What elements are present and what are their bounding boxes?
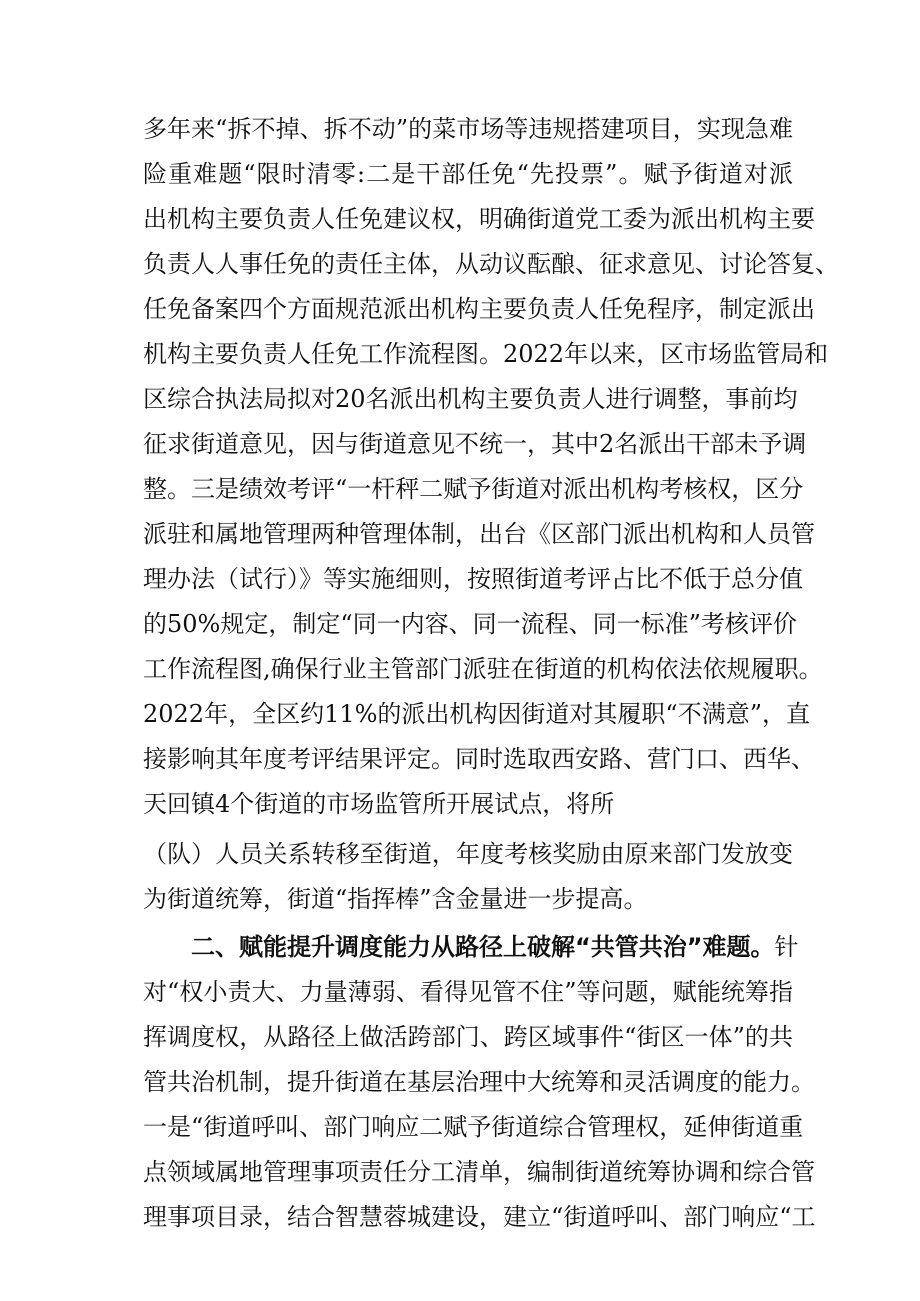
body-text-line: 理事项目录，结合智慧蓉城建设，建立“街道呼叫、部门响应“工 [143, 1203, 816, 1231]
body-text-line: 为街道统筹，街道“指挥棒”含金量进一步提高。 [143, 885, 648, 913]
body-text-line: 对“权小责大、力量薄弱、看得见管不住”等问题，赋能统筹指 [143, 978, 793, 1006]
body-text-line: 区综合执法局拟对20名派出机构主要负责人进行调整，事前均 [143, 385, 798, 413]
body-text-line: 接影响其年度考评结果评定。同时选取西安路、营门口、西华、 [143, 745, 815, 773]
body-text-line: 管共治机制，提升街道在基层治理中大统筹和灵活调度的能力。 [143, 1068, 815, 1096]
section-heading-tail: 针 [774, 933, 799, 961]
body-text-line: 的50%规定，制定“同一内容、同一流程、同一标准”考核评价 [143, 610, 797, 638]
body-text-line: 挥调度权，从路径上做活跨部门、跨区域事件“街区一体”的共 [143, 1023, 793, 1051]
body-text-line: 征求街道意见，因与街道意见不统一，其中2名派出干部未予调 [143, 430, 807, 458]
body-text-line: 险重难题“限时清零:二是干部任免“先投票”。赋予街道对派 [143, 160, 793, 188]
body-text-line: 工作流程图,确保行业主管部门派驻在街道的机构依法依规履职。 [143, 655, 823, 683]
body-text-line: 一是“街道呼叫、部门响应二赋予街道综合管理权，延伸街道重 [143, 1113, 804, 1141]
body-text-line: 整。三是绩效考评“一杆秤二赋予街道对派出机构考核权，区分 [143, 475, 804, 503]
body-text-line: 机构主要负责人任免工作流程图。2022年以来，区市场监管局和 [143, 340, 829, 368]
body-text-line: （队）人员关系转移至街道，年度考核奖励由原来部门发放变 [143, 840, 793, 868]
body-text-line: 理办法（试行）》等实施细则，按照街道考评占比不低于总分值 [143, 565, 803, 593]
body-text-line: 任免备案四个方面规范派出机构主要负责人任免程序，制定派出 [143, 295, 815, 323]
body-text-line: 出机构主要负责人任免建议权，明确街道党工委为派出机构主要 [143, 205, 815, 233]
body-text-line: 天回镇4个街道的市场监管所开展试点，将所 [143, 790, 615, 818]
section-heading: 二、赋能提升调度能力从路径上破解“共管共治”难题。 [191, 933, 775, 961]
body-text-line: 负责人人事任免的责任主体，从动议酝酿、征求意见、讨论答复、 [143, 250, 839, 278]
body-text-line: 派驻和属地管理两种管理体制，出台《区部门派出机构和人员管 [143, 520, 815, 548]
body-text-line: 2022年，全区约11%的派出机构因街道对其履职“不满意”，直 [143, 700, 810, 728]
body-text-line: 点领域属地管理事项责任分工清单，编制街道统筹协调和综合管 [143, 1158, 815, 1186]
section-heading-line [191, 928, 799, 966]
body-text-line: 多年来“拆不掉、拆不动”的菜市场等违规搭建项目，实现急难 [143, 115, 793, 143]
